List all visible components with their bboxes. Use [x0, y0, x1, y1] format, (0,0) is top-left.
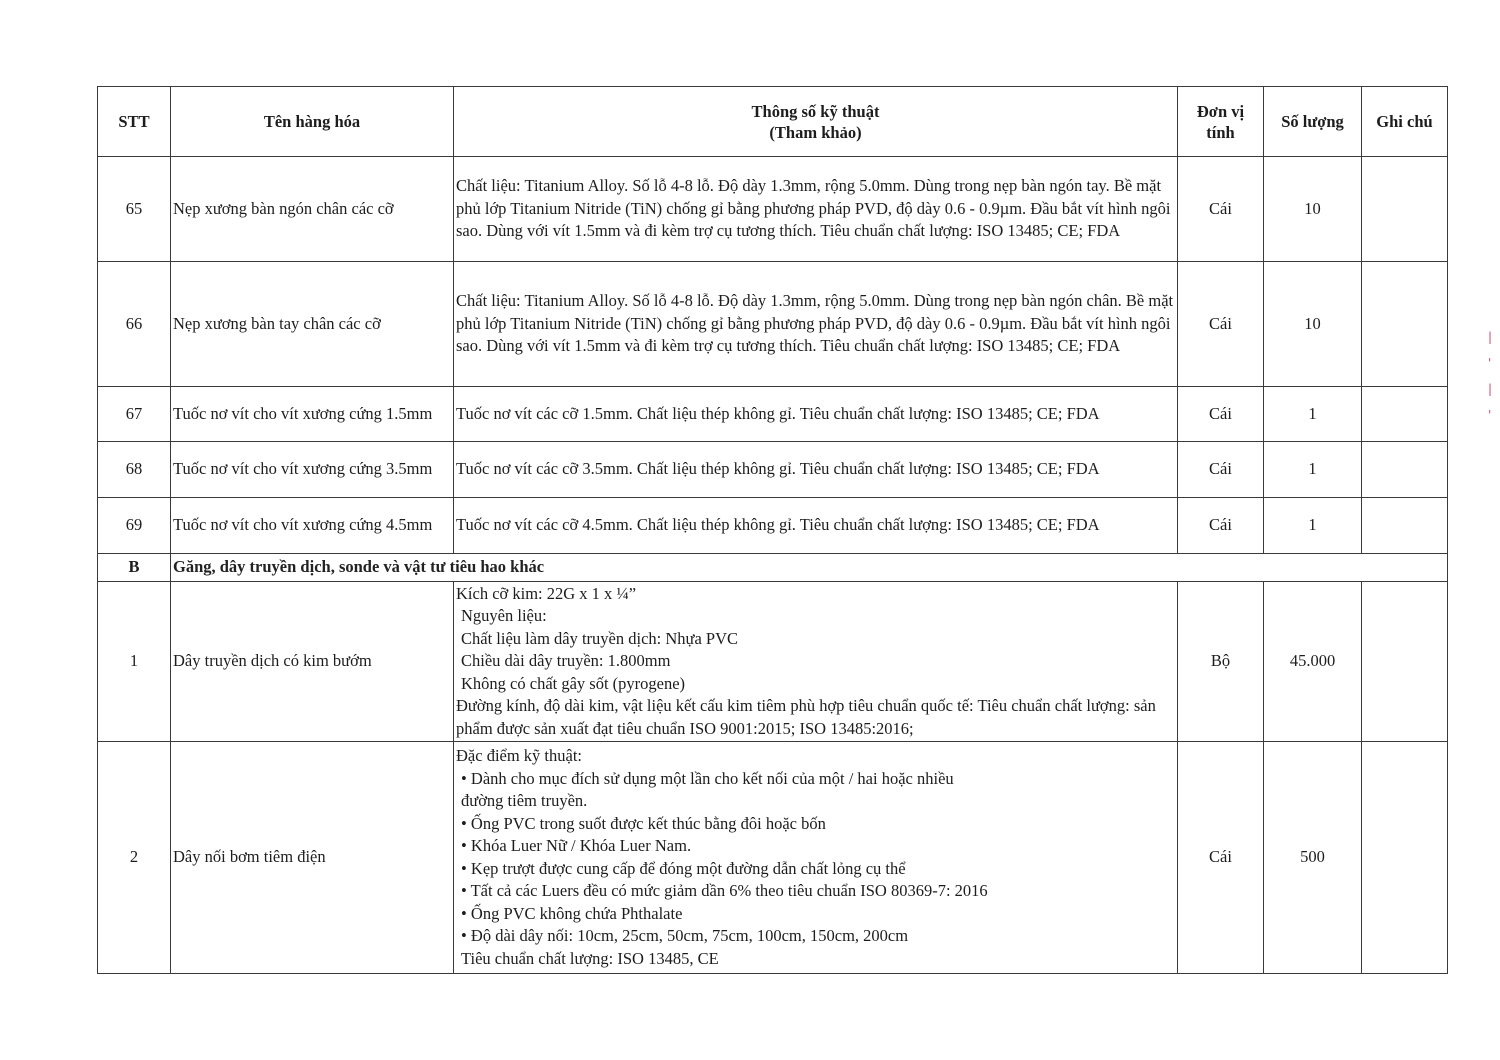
header-unit-line2: tính — [1206, 122, 1235, 142]
spec-line: Không có chất gây sốt (pyrogene) — [461, 673, 686, 693]
row-name: Nẹp xương bàn tay chân các cỡ — [171, 262, 454, 387]
row-name: Dây truyền dịch có kim bướm — [171, 582, 454, 742]
row-qty: 10 — [1264, 157, 1362, 262]
row-unit: Cái — [1178, 742, 1264, 974]
row-spec — [454, 262, 1178, 387]
row-note — [1362, 582, 1448, 742]
spec-line: Chất liệu làm dây truyền dịch: Nhựa PVC — [461, 628, 739, 648]
row-stt: 65 — [98, 157, 171, 262]
row-note — [1362, 262, 1448, 387]
row-stt: 67 — [98, 387, 171, 442]
row-stt: 68 — [98, 442, 171, 498]
row-qty: 1 — [1264, 498, 1362, 554]
row-note — [1362, 498, 1448, 554]
header-stt: STT — [98, 87, 171, 157]
table-row — [98, 742, 1448, 974]
items-table — [97, 86, 1448, 974]
spec-line: Chất liệu: Titanium Alloy. Số lỗ 4-8 lỗ. Độ dày 1.3mm, rộng 5.0mm. Dùng trong nẹp bàn ngón chân. Bề mặt phủ lớp Titanium Nitride (TiN) chống gỉ bằng phương pháp PVD, độ dày 0.6 - 0.9µm. Đầu bắt vít hình ngôi sao. Dùng với vít 1.5mm và đi kèm trợ cụ tương thích. Tiêu chuẩn chất lượng: ISO 13485; CE; FDA — [456, 291, 1174, 356]
row-stt: 1 — [98, 582, 171, 742]
row-note — [1362, 742, 1448, 974]
row-qty: 1 — [1264, 387, 1362, 442]
row-name: Nẹp xương bàn ngón chân các cỡ — [171, 157, 454, 262]
row-stt: 2 — [98, 742, 171, 974]
spec-line: Chiều dài dây truyền: 1.800mm — [461, 651, 671, 671]
row-spec — [454, 498, 1178, 554]
row-stt: 69 — [98, 498, 171, 554]
header-qty: Số lượng — [1264, 87, 1362, 157]
spec-line: Nguyên liệu: — [461, 606, 547, 626]
stamp-mark: | — [1488, 330, 1493, 344]
row-unit: Cái — [1178, 157, 1264, 262]
spec-line: • Độ dài dây nối: 10cm, 25cm, 50cm, 75cm, 100cm, 150cm, 200cm — [461, 926, 909, 945]
spec-line: • Dành cho mục đích sử dụng một lần cho kết nối của một / hai hoặc nhiều — [461, 768, 954, 788]
header-unit — [1178, 87, 1264, 157]
row-unit: Cái — [1178, 262, 1264, 387]
table-row — [98, 498, 1448, 554]
table-row — [98, 582, 1448, 742]
table-row — [98, 262, 1448, 387]
spec-line: • Ống PVC trong suốt được kết thúc bằng đôi hoặc bốn — [461, 813, 826, 833]
stamp-mark: ' — [1488, 408, 1492, 422]
row-qty: 10 — [1264, 262, 1362, 387]
spec-line: • Tất cả các Luers đều có mức giảm dần 6% theo tiêu chuẩn ISO 80369-7: 2016 — [461, 881, 988, 900]
spec-line: Đặc điểm kỹ thuật: — [456, 746, 583, 765]
header-row — [98, 87, 1448, 157]
row-stt: 66 — [98, 262, 171, 387]
spec-line: Tuốc nơ vít các cỡ 4.5mm. Chất liệu thép không gỉ. Tiêu chuẩn chất lượng: ISO 13485; CE; FDA — [456, 515, 1100, 535]
row-spec — [454, 387, 1178, 442]
row-name: Dây nối bơm tiêm điện — [171, 742, 454, 974]
header-name: Tên hàng hóa — [171, 87, 454, 157]
spec-line: đường tiêm truyền. — [461, 791, 588, 810]
row-unit: Cái — [1178, 387, 1264, 442]
spec-line: Chất liệu: Titanium Alloy. Số lỗ 4-8 lỗ. Độ dày 1.3mm, rộng 5.0mm. Dùng trong nẹp bàn ngón tay. Bề mặt phủ lớp Titanium Nitride (TiN) chống gỉ bằng phương pháp PVD, độ dày 0.6 - 0.9µm. Đầu bắt vít hình ngôi sao. Dùng với vít 1.5mm và đi kèm trợ cụ tương thích. Tiêu chuẩn chất lượng: ISO 13485; CE; FDA — [456, 176, 1171, 241]
spec-line: • Khóa Luer Nữ / Khóa Luer Nam. — [461, 836, 692, 855]
section-title: Găng, dây truyền dịch, sonde và vật tư tiêu hao khác — [171, 554, 1448, 582]
header-spec-line1: Thông số kỹ thuật — [751, 101, 880, 121]
row-qty: 500 — [1264, 742, 1362, 974]
row-name: Tuốc nơ vít cho vít xương cứng 3.5mm — [171, 442, 454, 498]
margin-stamp-marks — [1488, 330, 1498, 434]
row-unit: Bộ — [1178, 582, 1264, 742]
row-spec — [454, 157, 1178, 262]
spec-line: Kích cỡ kim: 22G x 1 x ¼” — [456, 583, 637, 603]
row-note — [1362, 387, 1448, 442]
spec-line: • Kẹp trượt được cung cấp để đóng một đường dẫn chất lỏng cụ thể — [461, 858, 906, 878]
row-spec — [454, 442, 1178, 498]
row-qty: 1 — [1264, 442, 1362, 498]
spec-line: • Ống PVC không chứa Phthalate — [461, 903, 683, 923]
row-qty: 45.000 — [1264, 582, 1362, 742]
header-note: Ghi chú — [1362, 87, 1448, 157]
table-row — [98, 387, 1448, 442]
row-name: Tuốc nơ vít cho vít xương cứng 4.5mm — [171, 498, 454, 554]
stamp-mark: | — [1488, 382, 1493, 396]
table-row — [98, 157, 1448, 262]
row-note — [1362, 442, 1448, 498]
row-spec — [454, 742, 1178, 974]
header-spec-line2: (Tham khảo) — [769, 122, 862, 142]
stamp-mark: ' — [1488, 356, 1492, 370]
row-note — [1362, 157, 1448, 262]
row-spec — [454, 582, 1178, 742]
spec-line: Tiêu chuẩn chất lượng: ISO 13485, CE — [461, 948, 719, 968]
table-row — [98, 442, 1448, 498]
header-unit-line1: Đơn vị — [1196, 101, 1245, 121]
spec-line: Tuốc nơ vít các cỡ 3.5mm. Chất liệu thép không gỉ. Tiêu chuẩn chất lượng: ISO 13485; CE; FDA — [456, 459, 1100, 479]
header-spec — [454, 87, 1178, 157]
section-stt: B — [98, 554, 171, 582]
spec-line: Tuốc nơ vít các cỡ 1.5mm. Chất liệu thép không gỉ. Tiêu chuẩn chất lượng: ISO 13485; CE; FDA — [456, 403, 1100, 423]
spec-line: Đường kính, độ dài kim, vật liệu kết cấu kim tiêm phù hợp tiêu chuẩn quốc tế: Tiêu chuẩn chất lượng: sản phẩm được sản xuất đạt tiêu chuẩn ISO 9001:2015; ISO 13485:2016; — [456, 696, 1156, 738]
row-unit: Cái — [1178, 442, 1264, 498]
row-name: Tuốc nơ vít cho vít xương cứng 1.5mm — [171, 387, 454, 442]
section-row — [98, 554, 1448, 582]
row-unit: Cái — [1178, 498, 1264, 554]
